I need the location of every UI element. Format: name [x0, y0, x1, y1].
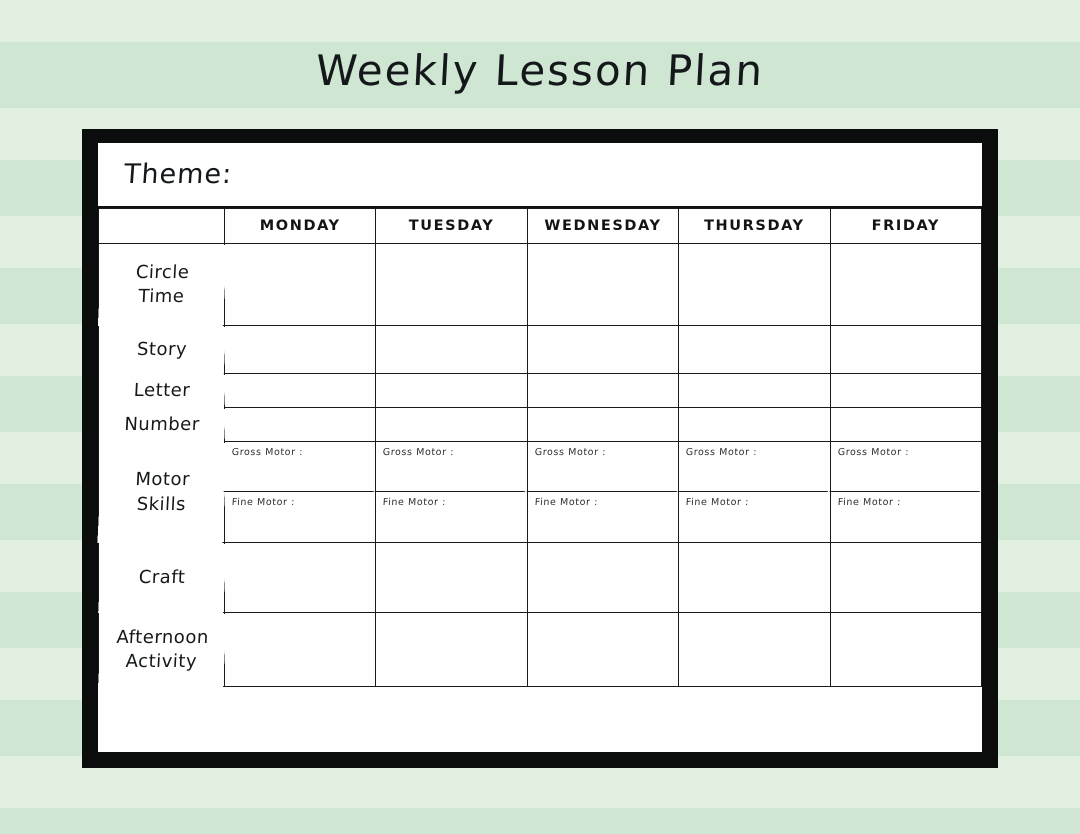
gross-motor-label: Gross Motor : — [685, 447, 758, 458]
theme-label: Theme: — [122, 159, 234, 190]
cell-letter-wednesday[interactable] — [527, 374, 678, 408]
theme-bar[interactable] — [98, 143, 982, 208]
fine-motor-field-tuesday[interactable] — [375, 492, 528, 542]
row-label-line2: Activity — [124, 650, 198, 672]
gross-motor-label: Gross Motor : — [382, 447, 455, 458]
cell-motor-skills-friday — [830, 442, 981, 543]
row-label-line1: Story — [135, 338, 188, 360]
fine-motor-label: Fine Motor : — [534, 497, 599, 508]
day-header-tuesday: TUESDAY — [376, 209, 527, 244]
cell-number-wednesday[interactable] — [527, 408, 678, 442]
cell-afternoon-activity-friday[interactable] — [830, 613, 981, 687]
cell-number-friday[interactable] — [830, 408, 981, 442]
cell-craft-thursday[interactable] — [679, 543, 830, 613]
cell-story-thursday[interactable] — [679, 326, 830, 374]
fine-motor-field-wednesday[interactable] — [526, 492, 679, 542]
cell-afternoon-activity-monday[interactable] — [225, 613, 376, 687]
cell-craft-tuesday[interactable] — [376, 543, 527, 613]
plan-sheet-inner — [98, 143, 982, 752]
cell-craft-friday[interactable] — [830, 543, 981, 613]
cell-story-friday[interactable] — [830, 326, 981, 374]
row-label-line2: Time — [137, 285, 185, 307]
table-row-afternoon-activity — [99, 613, 982, 687]
cell-afternoon-activity-tuesday[interactable] — [376, 613, 527, 687]
row-label-afternoon-activity — [97, 613, 227, 687]
row-label-line1: Circle — [134, 261, 190, 283]
fine-motor-field-thursday[interactable] — [678, 492, 831, 542]
weekly-plan-table — [98, 208, 982, 687]
row-label-craft — [97, 543, 227, 613]
cell-story-monday[interactable] — [225, 326, 376, 374]
gross-motor-label: Gross Motor : — [534, 447, 607, 458]
cell-circle-time-thursday[interactable] — [679, 244, 830, 326]
gross-motor-label: Gross Motor : — [231, 447, 304, 458]
cell-motor-skills-monday — [225, 442, 376, 543]
day-header-monday: MONDAY — [225, 209, 376, 244]
cell-number-monday[interactable] — [225, 408, 376, 442]
gross-motor-label: Gross Motor : — [837, 447, 909, 458]
fine-motor-label: Fine Motor : — [382, 497, 447, 508]
table-row-number — [99, 408, 982, 442]
day-header-friday: FRIDAY — [830, 209, 981, 244]
cell-craft-wednesday[interactable] — [527, 543, 678, 613]
row-label-story — [97, 326, 226, 374]
cell-craft-monday[interactable] — [225, 543, 376, 613]
cell-circle-time-monday[interactable] — [225, 244, 376, 326]
gross-motor-field-wednesday[interactable] — [526, 442, 679, 492]
table-corner-cell — [99, 209, 225, 244]
cell-letter-monday[interactable] — [225, 374, 376, 408]
table-row-circle-time — [99, 244, 982, 326]
cell-story-tuesday[interactable] — [376, 326, 527, 374]
cell-number-thursday[interactable] — [679, 408, 830, 442]
plan-frame — [82, 129, 998, 768]
gross-motor-field-thursday[interactable] — [678, 442, 831, 492]
cell-circle-time-friday[interactable] — [830, 244, 981, 326]
gross-motor-field-tuesday[interactable] — [375, 442, 528, 492]
table-row-craft — [99, 543, 982, 613]
row-label-line1: Letter — [132, 379, 191, 401]
cell-motor-skills-wednesday — [527, 442, 678, 543]
row-label-line1: Craft — [137, 566, 186, 588]
table-row-letter — [99, 374, 982, 408]
row-label-line1: Number — [123, 413, 200, 435]
cell-afternoon-activity-thursday[interactable] — [679, 613, 830, 687]
cell-letter-friday[interactable] — [830, 374, 981, 408]
row-label-number — [98, 408, 226, 442]
table-row-story — [99, 326, 982, 374]
fine-motor-label: Fine Motor : — [685, 497, 750, 508]
day-header-wednesday: WEDNESDAY — [527, 209, 678, 244]
gross-motor-field-friday[interactable] — [829, 442, 982, 492]
cell-story-wednesday[interactable] — [527, 326, 678, 374]
row-label-circle-time — [96, 244, 226, 326]
cell-number-tuesday[interactable] — [376, 408, 527, 442]
row-label-motor-skills — [96, 442, 227, 543]
table-header-row — [99, 209, 982, 244]
cell-letter-tuesday[interactable] — [376, 374, 527, 408]
cell-afternoon-activity-wednesday[interactable] — [527, 613, 678, 687]
cell-letter-thursday[interactable] — [679, 374, 830, 408]
table-row-motor-skills — [99, 442, 982, 543]
row-label-line1: Motor — [134, 468, 190, 490]
fine-motor-field-monday[interactable] — [224, 492, 377, 542]
row-label-line2: Skills — [135, 493, 187, 514]
cell-circle-time-wednesday[interactable] — [527, 244, 678, 326]
gross-motor-field-monday[interactable] — [224, 442, 377, 492]
cell-motor-skills-thursday — [679, 442, 830, 543]
fine-motor-label: Fine Motor : — [837, 497, 901, 508]
fine-motor-field-friday[interactable] — [829, 492, 982, 542]
cell-motor-skills-tuesday — [376, 442, 527, 543]
day-header-thursday: THURSDAY — [679, 209, 830, 244]
row-label-line1: Afternoon — [115, 626, 209, 648]
row-label-letter — [98, 374, 226, 408]
cell-circle-time-tuesday[interactable] — [376, 244, 527, 326]
fine-motor-label: Fine Motor : — [231, 497, 296, 508]
page-title: Weekly Lesson Plan — [314, 46, 766, 95]
